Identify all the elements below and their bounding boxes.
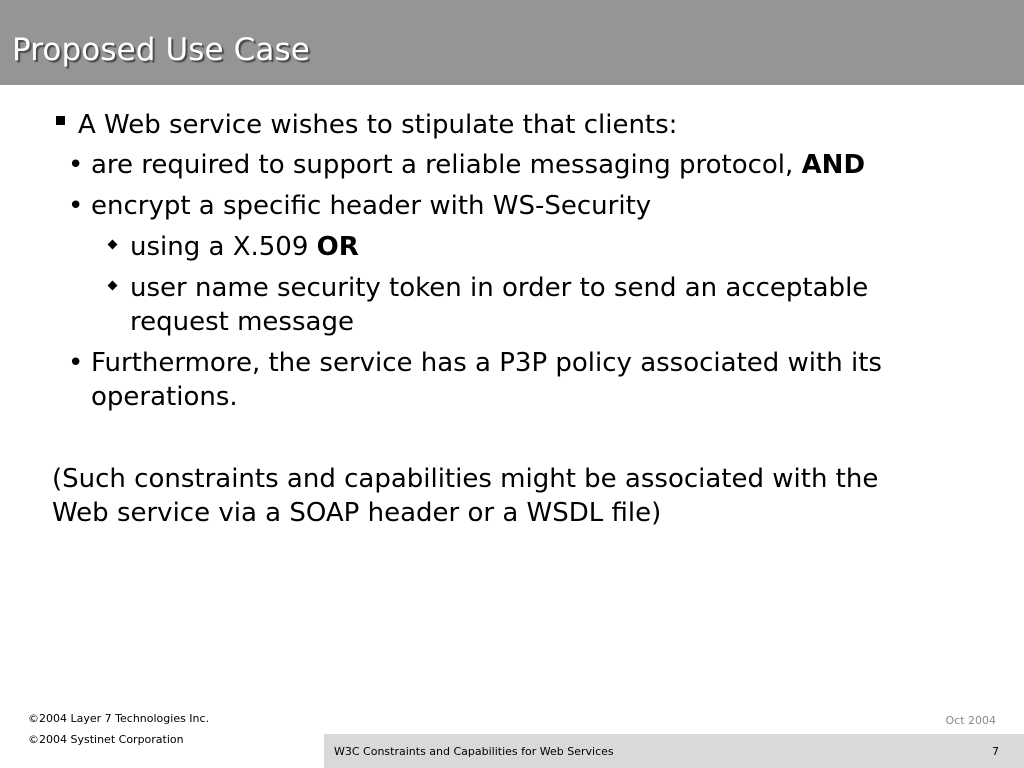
title-bar <box>0 0 1024 85</box>
bullet-reliable-messaging <box>91 148 865 182</box>
bullet-username-token-line1: user name security token in order to send an acceptable <box>130 273 869 303</box>
diamond-bullet-icon <box>108 281 118 291</box>
bullet-reliable-messaging-text: are required to support a reliable messaging protocol, <box>91 150 802 180</box>
presentation-title: W3C Constraints and Capabilities for Web Services <box>334 745 614 758</box>
dot-bullet-icon: • <box>68 348 84 378</box>
square-bullet-icon <box>56 116 65 125</box>
slide-title: Proposed Use Case <box>12 32 310 68</box>
bullet-encrypt-header: encrypt a specific header with WS-Security <box>91 191 652 221</box>
copyright-layer7: ©2004 Layer 7 Technologies Inc. <box>28 712 210 725</box>
dot-bullet-icon: • <box>68 191 84 221</box>
note-line1: (Such constraints and capabilities might be associated with the <box>52 464 879 494</box>
page-number: 7 <box>992 745 999 758</box>
bullet-username-token-line2: request message <box>130 307 354 337</box>
bullet-x509 <box>130 230 359 264</box>
bullet-p3p-line1: Furthermore, the service has a P3P policy associated with its <box>91 348 882 378</box>
note-line2: Web service via a SOAP header or a WSDL file) <box>52 498 662 528</box>
diamond-bullet-icon <box>108 240 118 250</box>
footer-date: Oct 2004 <box>945 714 996 727</box>
bullet-or-keyword: OR <box>316 232 359 262</box>
dot-bullet-icon: • <box>68 150 84 180</box>
bullet-p3p-line2: operations. <box>91 382 238 412</box>
footer-bar <box>324 734 1024 768</box>
bullet-and-keyword: AND <box>801 150 866 180</box>
bullet-x509-text: using a X.509 <box>130 232 317 262</box>
bullet-intro: A Web service wishes to stipulate that clients: <box>78 110 678 140</box>
copyright-systinet: ©2004 Systinet Corporation <box>28 733 184 746</box>
